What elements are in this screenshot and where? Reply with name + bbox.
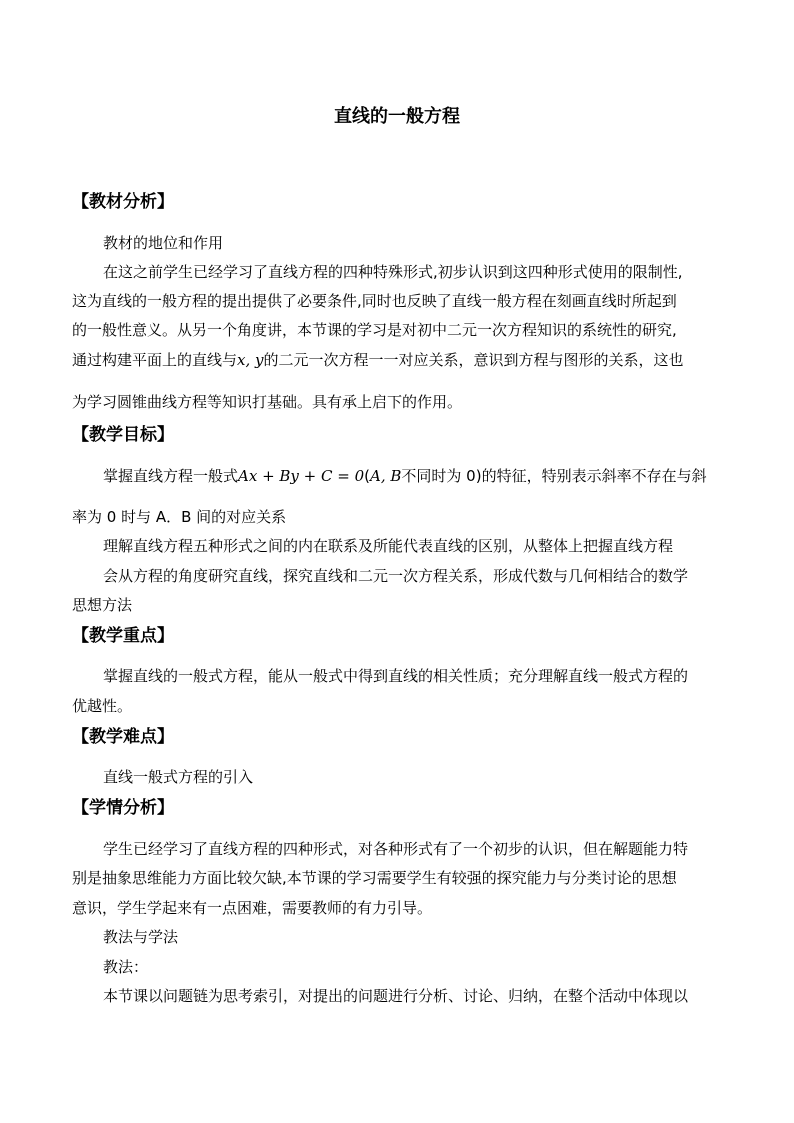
students-line-6: 本节课以问题链为思考索引，对提出的问题进行分析、讨论、归纳，在整个活动中体现以 — [103, 987, 689, 1005]
materials-line-5: 为学习圆锥曲线方程等知识打基础。具有承上启下的作用。 — [72, 393, 463, 411]
general-form-equation: Ax + By + C = 0 — [238, 467, 365, 485]
math-xy: x, y — [237, 351, 264, 369]
math-ab: A, B — [370, 467, 402, 485]
materials-line-4 — [72, 349, 684, 371]
materials-line-1: 在这之前学生已经学习了直线方程的四种特殊形式,初步认识到这四种形式使用的限制性, — [103, 263, 683, 281]
goals-paren-text: 不同时为 0) — [401, 467, 482, 485]
materials-line-4-before: 通过构建平面上的直线与 — [72, 351, 238, 369]
students-line-5: 教法： — [103, 958, 149, 976]
students-line-3: 意识，学生学起来有一点困难，需要教师的有力引导。 — [72, 899, 433, 917]
students-line-1: 学生已经学习了直线方程的四种形式，对各种形式有了一个初步的认识，但在解题能力特 — [103, 840, 689, 858]
page-title: 直线的一般方程 — [334, 106, 460, 127]
materials-line-2: 这为直线的一般方程的提出提供了必要条件,同时也反映了直线一般方程在刻画直线时所起到 — [72, 292, 677, 310]
section-heading-difficulties: 【教学难点】 — [72, 727, 174, 747]
key-points-line-2: 优越性。 — [72, 697, 133, 715]
section-heading-goals: 【教学目标】 — [72, 425, 174, 445]
key-points-line-1: 掌握直线的一般式方程，能从一般式中得到直线的相关性质；充分理解直线一般式方程的 — [103, 667, 689, 685]
section-heading-materials: 【教材分析】 — [72, 192, 174, 212]
goals-line-5: 思想方法 — [72, 596, 133, 614]
difficulties-line-1: 直线一般式方程的引入 — [103, 768, 254, 786]
goals-line-4: 会从方程的角度研究直线，探究直线和二元一次方程关系，形成代数与几何相结合的数学 — [103, 567, 689, 585]
section-heading-key-points: 【教学重点】 — [72, 626, 174, 646]
goals-line-3: 理解直线方程五种形式之间的内在联系及所能代表直线的区别，从整体上把握直线方程 — [103, 537, 674, 555]
materials-line-4-after: 的二元一次方程一一对应关系，意识到方程与图形的关系，这也 — [263, 351, 684, 369]
students-line-2: 别是抽象思维能力方面比较欠缺,本节课的学习需要学生有较强的探究能力与分类讨论的思想 — [72, 869, 677, 887]
goals-line-1 — [103, 465, 707, 487]
goals-line-1-before: 掌握直线方程一般式 — [103, 467, 239, 485]
goals-line-2: 率为 0 时与 A．B 间的对应关系 — [72, 508, 287, 526]
section-heading-students: 【学情分析】 — [72, 798, 174, 818]
materials-line-3: 的一般性意义。从另一个角度讲，本节课的学习是对初中二元一次方程知识的系统性的研究, — [72, 321, 677, 339]
students-line-4: 教法与学法 — [103, 928, 179, 946]
goals-paren-open: ( — [364, 467, 370, 485]
materials-subheading: 教材的地位和作用 — [103, 234, 224, 252]
goals-line-1-after: 的特征，特别表示斜率不存在与斜 — [481, 467, 707, 485]
